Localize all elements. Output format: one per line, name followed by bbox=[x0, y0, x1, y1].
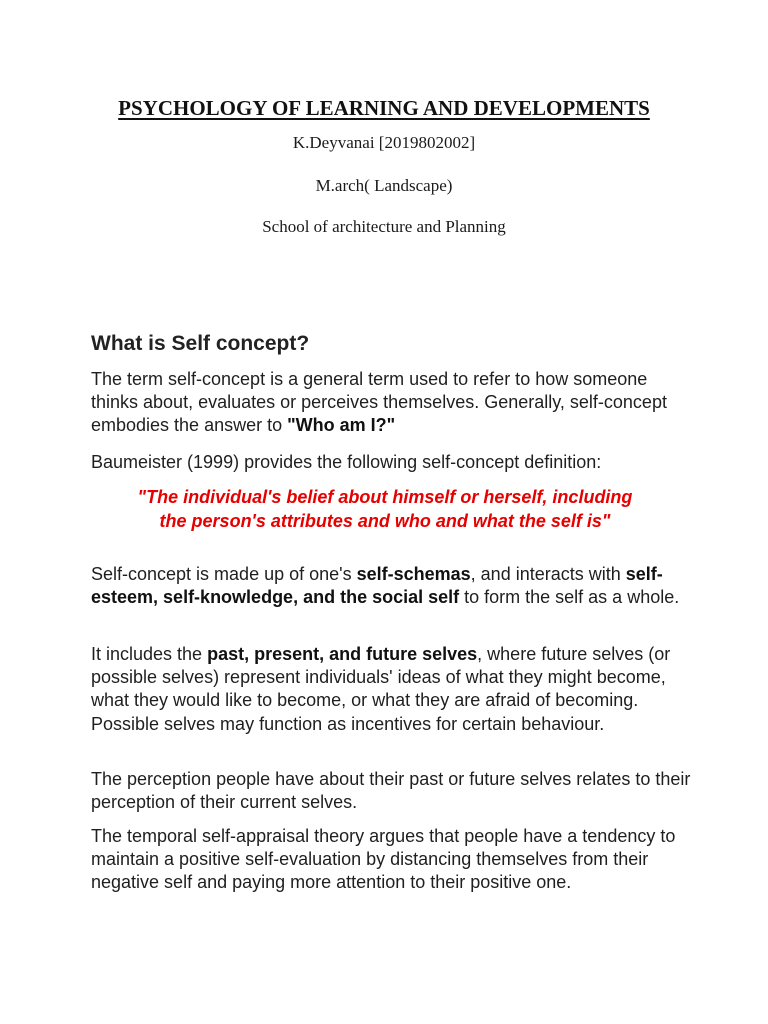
paragraph-text: The temporal self-appraisal theory argues that people have a tendency to maintain a positive self-evaluation by distancing themselves from their negative self and paying more attention to their positive one. bbox=[91, 826, 676, 893]
school-line: School of architecture and Planning bbox=[262, 217, 506, 236]
paragraph-text: The term self-concept is a general term used to refer to how someone thinks about, evaluates or perceives themselves. Generally, self-concept embodies the answer to bbox=[91, 369, 667, 436]
paragraph-temporal-appraisal bbox=[91, 825, 691, 895]
paragraph-bold-text: self-schemas bbox=[356, 564, 471, 584]
paragraph-text: Self-concept is made up of one's bbox=[91, 564, 357, 584]
quote-line: "The individual's belief about himself or herself, including bbox=[137, 487, 633, 507]
section-heading: What is Self concept? bbox=[91, 332, 310, 355]
paragraph-bold-text: "Who am I?" bbox=[287, 415, 396, 436]
definition-quote bbox=[80, 485, 690, 533]
paragraph-perception bbox=[91, 768, 691, 814]
paragraph-self-schemas bbox=[91, 563, 691, 609]
author-line: K.Deyvanai [2019802002] bbox=[292, 133, 476, 152]
paragraph-bold-text: self-esteem, self-knowledge, and the social self bbox=[91, 564, 663, 608]
quote-line: the person's attributes and who and what the self is" bbox=[159, 511, 611, 531]
paragraph-text: to form the self as a whole. bbox=[459, 587, 680, 608]
paragraph-text: , and interacts with bbox=[470, 564, 626, 584]
program-line: M.arch( Landscape) bbox=[315, 176, 453, 195]
paragraph-text: It includes the bbox=[91, 644, 208, 664]
paragraph-bold-text: past, present, and future selves bbox=[207, 644, 478, 664]
paragraph-text: , where future selves (or possible selves) represent individuals' ideas of what they might become, what they would like to become, or what they are afraid of becoming. Possible selves may function as incentives for certain behaviour. bbox=[91, 644, 671, 734]
paragraph-baumeister bbox=[91, 451, 691, 474]
paragraph-text: The perception people have about their past or future selves relates to their perception of their current selves. bbox=[91, 769, 691, 813]
document-title: PSYCHOLOGY OF LEARNING AND DEVELOPMENTS bbox=[118, 96, 650, 120]
paragraph-text: Baumeister (1999) provides the following self-concept definition: bbox=[91, 452, 602, 472]
paragraph-possible-selves bbox=[91, 643, 691, 736]
paragraph-definition bbox=[91, 368, 691, 438]
